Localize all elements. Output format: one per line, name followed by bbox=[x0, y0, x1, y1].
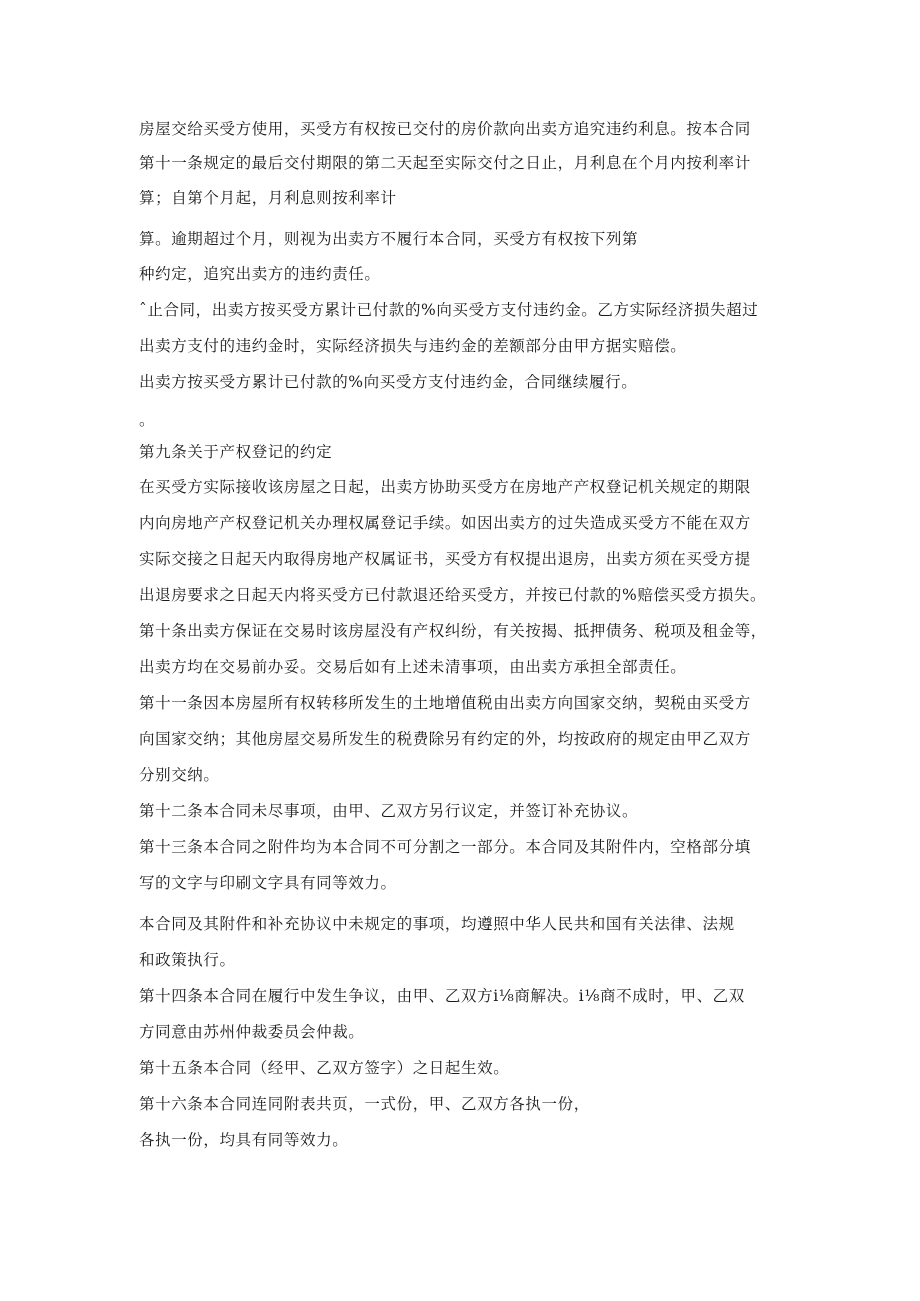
text-line: 种约定，追究出卖方的违约责任。 bbox=[139, 265, 381, 283]
text-line: 第十一条因本房屋所有权转移所发生的土地增值税由出卖方向国家交纳，契税由买受方 bbox=[139, 694, 751, 712]
text-line: 在买受方实际接收该房屋之日起，出卖方协助买受方在房地产产权登记机关规定的期限 bbox=[139, 478, 751, 496]
text-line: 和政策执行。 bbox=[139, 951, 236, 969]
text-line: 房屋交给买受方使用，买受方有权按已交付的房价款向出卖方追究违约利息。按本合同 bbox=[139, 120, 751, 138]
text-line: 。 bbox=[139, 411, 156, 429]
text-line: 本合同及其附件和补充协议中未规定的事项，均遵照中华人民共和国有关法律、法规 bbox=[139, 915, 735, 933]
text-line: 算。逾期超过个月，则视为出卖方不履行本合同，买受方有权按下列第 bbox=[139, 230, 639, 248]
text-line: 第十二条本合同未尽事项，由甲、乙双方另行议定，并签订补充协议。 bbox=[139, 802, 639, 820]
text-line: 第十一条规定的最后交付期限的第二天起至实际交付之日止，月利息在个月内按利率计 bbox=[139, 154, 751, 172]
text-line: 第十五条本合同（经甲、乙双方签字）之日起生效。 bbox=[139, 1059, 510, 1077]
text-line: 向国家交纳；其他房屋交易所发生的税费除另有约定的外，均按政府的规定由甲乙双方 bbox=[139, 730, 751, 748]
text-line: 内向房地产产权登记机关办理权属登记手续。如因出卖方的过失造成买受方不能在双方 bbox=[139, 514, 751, 532]
text-line: 实际交接之日起天内取得房地产权属证书，买受方有权提出退房，出卖方须在买受方提 bbox=[139, 550, 751, 568]
text-line: 出卖方支付的违约金时，实际经济损失与违约金的差额部分由甲方据实赔偿。 bbox=[139, 337, 687, 355]
text-line: 算；自第个月起，月利息则按利率计 bbox=[139, 189, 397, 207]
text-line: 第十条出卖方保证在交易时该房屋没有产权纠纷，有关按揭、抵押债务、税项及租金等， bbox=[139, 622, 767, 640]
text-line: 出卖方按买受方累计已付款的%向买受方支付违约金，合同继续履行。 bbox=[139, 373, 638, 391]
section-heading: 第九条关于产权登记的约定 bbox=[139, 443, 333, 461]
text-line: 各执一份，均具有同等效力。 bbox=[139, 1131, 349, 1149]
text-line: 第十六条本合同连同附表共页，一式份，甲、乙双方各执一份， bbox=[139, 1095, 590, 1113]
text-line: 出卖方均在交易前办妥。交易后如有上述未清事项，由出卖方承担全部责任。 bbox=[139, 658, 687, 676]
text-line: 方同意由苏州仲裁委员会仲裁。 bbox=[139, 1023, 365, 1041]
text-line: 写的文字与印刷文字具有同等效力。 bbox=[139, 874, 397, 892]
text-line: 第十四条本合同在履行中发生争议，由甲、乙双方i⅛商解决。i⅛商不成时，甲、乙双 bbox=[139, 987, 745, 1005]
text-line: 第十三条本合同之附件均为本合同不可分割之一部分。本合同及其附件内，空格部分填 bbox=[139, 838, 751, 856]
text-line: 分别交纳。 bbox=[139, 766, 220, 784]
text-line: ˆ止合同，出卖方按买受方累计已付款的%向买受方支付违约金。乙方实际经济损失超过 bbox=[139, 301, 759, 319]
text-line: 出退房要求之日起天内将买受方已付款退还给买受方，并按已付款的%赔偿买受方损失。 bbox=[139, 586, 767, 604]
